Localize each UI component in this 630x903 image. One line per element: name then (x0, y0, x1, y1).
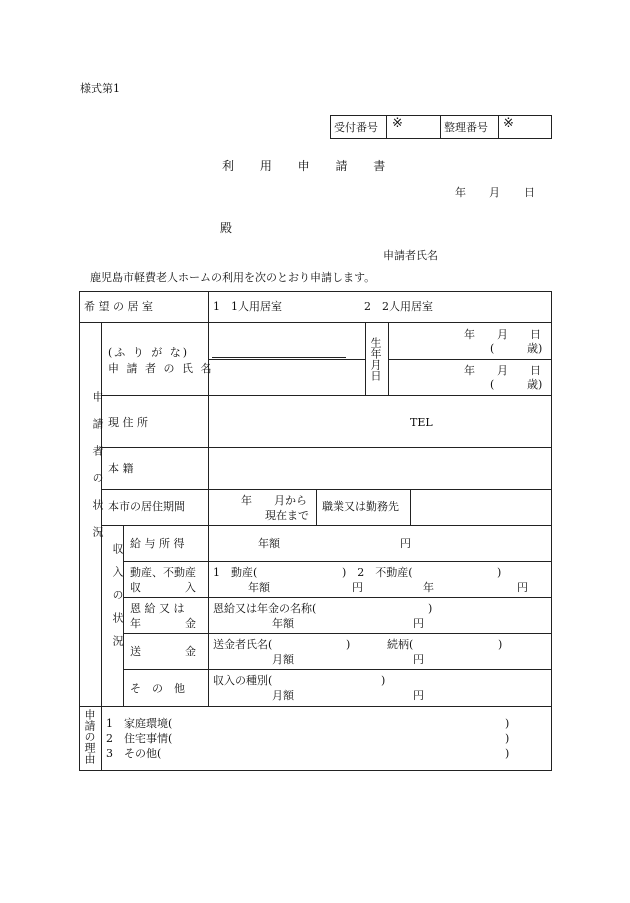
applicant-name-row-label: 申 請 者 の 氏 名 (108, 362, 214, 375)
remitter-close: ) (346, 638, 351, 651)
property-yen-1: 円 (352, 581, 363, 594)
property-annual: 年額 (248, 581, 270, 594)
reason-3-close: ) (505, 747, 510, 760)
pension-close: ) (428, 602, 433, 615)
occupation-label: 職業又は勤務先 (322, 500, 399, 513)
address-label: 現 住 所 (108, 416, 148, 429)
income-type: 収入の種別( (213, 674, 273, 687)
domicile-label: 本 籍 (108, 462, 134, 475)
salary-label: 給 与 所 得 (130, 537, 185, 550)
pension-label-1: 恩 給 又 は (130, 602, 185, 615)
income-status-label: 収入の状況 (111, 543, 124, 658)
date-year: 年 (455, 186, 466, 199)
property-label-2: 収 入 (130, 581, 196, 594)
reason-1-close: ) (505, 717, 510, 730)
remit-monthly: 月額 (272, 653, 294, 666)
reason-label: 申請の理由 (83, 709, 96, 764)
birth-date-label: 生年月日 (369, 337, 382, 381)
reason-2: 2 住宅事情( (106, 732, 173, 745)
applicant-status-label: 申請者の状況 (91, 391, 104, 553)
age-open-1: ( (490, 342, 495, 355)
property-close: ) (497, 566, 502, 579)
property-label-1: 動産、不動産 (130, 566, 196, 579)
property-movable: 1 動産( (213, 566, 258, 579)
salary-yen: 円 (400, 537, 411, 550)
other-income-label: そ の 他 (130, 682, 185, 695)
residence-until-now: 現在まで (265, 509, 309, 522)
room-label: 希 望 の 居 室 (84, 300, 153, 313)
pension-name: 恩給又は年金の名称( (213, 602, 317, 615)
relation-close: ) (498, 638, 503, 651)
age-1: 歳) (527, 342, 543, 355)
addressee: 殿 (220, 221, 233, 235)
reason-2-close: ) (505, 732, 510, 745)
pension-annual: 年額 (272, 617, 294, 630)
reason-1: 1 家庭環境( (106, 717, 173, 730)
birth-ymd-1: 年 月 日 (464, 328, 541, 341)
applicant-name-label: 申請者氏名 (383, 249, 438, 262)
income-type-close: ) (381, 674, 386, 687)
other-monthly: 月額 (272, 689, 294, 702)
property-year-2: 年 (423, 581, 434, 594)
room-option-1: 1 1人用居室 (213, 300, 282, 313)
date-month: 月 (489, 186, 500, 199)
relation-label: 続柄( (387, 638, 414, 651)
residence-from: 年 月から (241, 494, 307, 507)
manage-number-mark: ※ (503, 116, 514, 131)
birth-ymd-2: 年 月 日 (464, 364, 541, 377)
property-yen-2: 円 (517, 581, 528, 594)
property-real: ) 2 不動産( (342, 566, 413, 579)
remitter-name: 送金者氏名( (213, 638, 273, 651)
remittance-label: 送 金 (130, 645, 196, 658)
accept-number-mark: ※ (392, 116, 403, 131)
residence-period-label: 本市の居住期間 (108, 500, 185, 513)
manage-number-label: 整理番号 (444, 121, 488, 134)
room-option-2: 2 2人用居室 (364, 300, 433, 313)
tel-label: TEL (410, 416, 433, 429)
remit-yen: 円 (413, 653, 424, 666)
furigana-label: (ふ り が な) (108, 346, 190, 359)
page-title: 利 用 申 請 書 (222, 159, 386, 173)
salary-annual: 年額 (258, 537, 280, 550)
other-yen: 円 (413, 689, 424, 702)
pension-yen: 円 (413, 617, 424, 630)
age-2: 歳) (527, 378, 543, 391)
date-day: 日 (524, 186, 535, 199)
accept-number-label: 受付番号 (334, 121, 378, 134)
pension-label-2: 年 金 (130, 617, 196, 630)
reason-3: 3 その他( (106, 747, 162, 760)
intro-text: 鹿児島市軽費老人ホームの利用を次のとおり申請します。 (90, 271, 376, 284)
age-open-2: ( (490, 378, 495, 391)
form-number: 様式第1 (80, 82, 120, 95)
